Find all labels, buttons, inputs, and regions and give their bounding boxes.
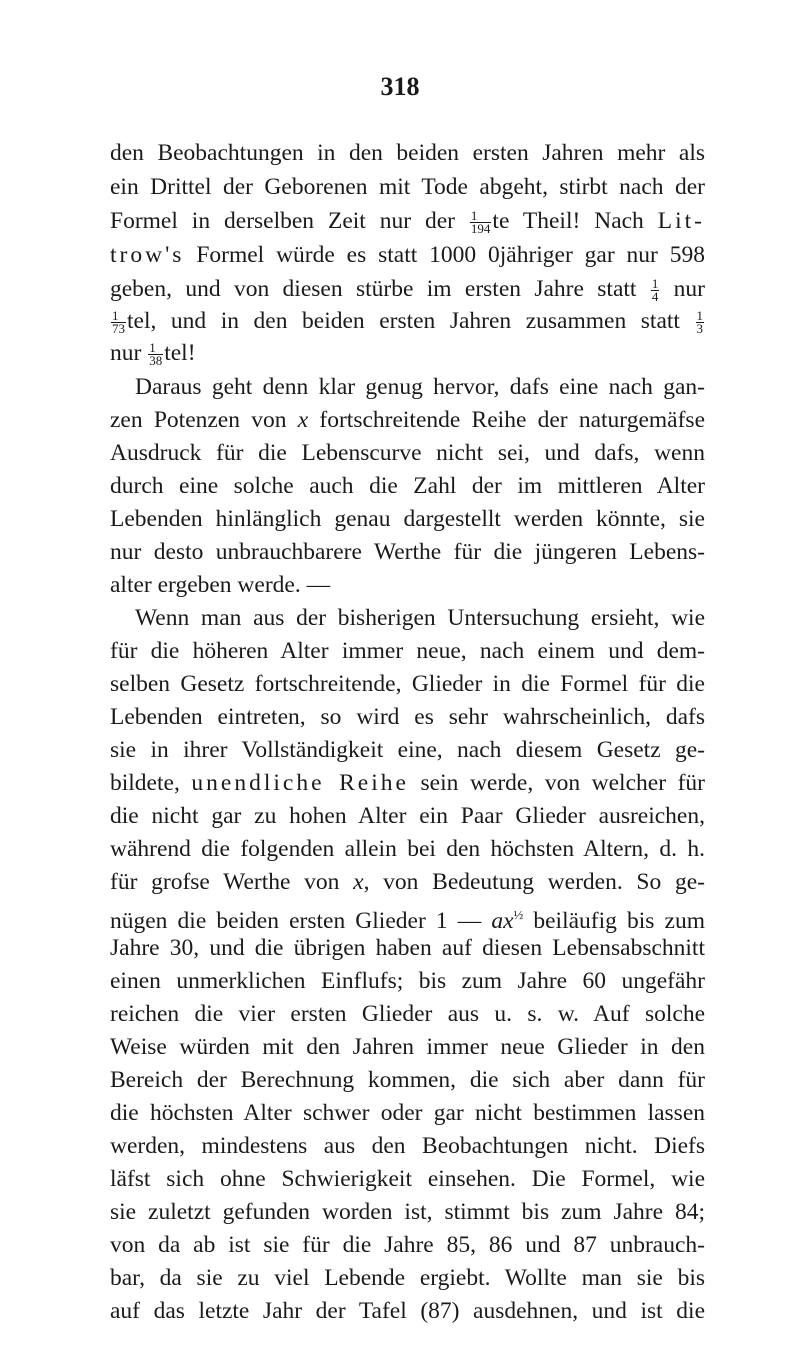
- text-segment: , von Bedeutung werden. So ge-: [363, 869, 705, 895]
- fraction-denominator: 194: [470, 221, 491, 237]
- text-line: [110, 240, 705, 270]
- fraction: [696, 310, 705, 335]
- text-line: [110, 867, 705, 897]
- text-segment: Wenn man aus der bisherigen Untersuchung ersieht, wie: [135, 605, 705, 631]
- text-segment: sie zuletzt gefunden worden ist, stimmt bis zum Jahre 84;: [110, 1199, 705, 1225]
- fraction: [111, 310, 126, 335]
- text-line: [110, 933, 705, 963]
- fraction-numerator: 1: [470, 210, 492, 223]
- exponent: ½: [513, 907, 524, 922]
- text-segment: sie in ihrer Vollständigkeit eine, nach diesem Gesetz ge-: [110, 737, 705, 763]
- text-line: [110, 1098, 705, 1128]
- text-segment: auf das letzte Jahr der Tafel (87) ausdehnen, und ist die: [110, 1298, 705, 1324]
- fraction-denominator: 73: [112, 321, 125, 337]
- fraction-numerator: 1: [696, 308, 703, 324]
- text-segment: während die folgenden allein bei den höchsten Altern, d. h.: [110, 836, 705, 862]
- text-segment: für grofse Werthe von: [110, 869, 354, 895]
- text-segment: tel, und in den beiden ersten Jahren zusammen statt: [127, 308, 695, 334]
- text-segment: geben, und von diesen stürbe im ersten Jahre statt: [110, 276, 650, 302]
- text-line: [110, 702, 705, 732]
- text-line: [110, 1263, 705, 1293]
- spaced-text: Lit-: [657, 208, 705, 234]
- text-line: [110, 504, 705, 534]
- text-line: [110, 768, 705, 798]
- text-segment: Jahre 30, und die übrigen haben auf diesen Lebensabschnitt: [110, 935, 705, 961]
- text-segment: Lebenden hinlänglich genau dargestellt werden könnte, sie: [110, 506, 705, 532]
- text-segment: Bereich der Berechnung kommen, die sich aber dann für: [110, 1067, 705, 1093]
- fraction-denominator: 4: [651, 289, 659, 305]
- text-line: [110, 1131, 705, 1161]
- text-line: [110, 570, 705, 600]
- text-line: [110, 1230, 705, 1260]
- fraction-denominator: 3: [696, 321, 703, 337]
- text-segment: Formel in derselben Zeit nur der: [110, 208, 469, 234]
- math-variable: x: [297, 407, 309, 433]
- fraction: [148, 342, 163, 367]
- text-segment: nur desto unbrauchbarere Werthe für die jüngeren Lebens-: [110, 539, 705, 565]
- fraction: [651, 278, 660, 303]
- text-segment: bar, da sie zu viel Lebende ergiebt. Wollte man sie bis: [110, 1265, 705, 1291]
- text-line: [110, 735, 705, 765]
- fraction: [470, 210, 492, 235]
- text-line: [110, 834, 705, 864]
- text-segment: te Theil! Nach: [492, 208, 658, 234]
- text-segment: sein werde, von welcher für: [408, 770, 706, 796]
- text-line: [110, 669, 705, 699]
- text-line: [110, 1164, 705, 1194]
- text-segment: einen unmerklichen Einflufs; bis zum Jahre 60 ungefähr: [110, 968, 705, 994]
- fraction-numerator: 1: [111, 310, 126, 323]
- text-segment: nur: [660, 276, 705, 302]
- text-line: [110, 1296, 705, 1326]
- text-line: [110, 172, 705, 202]
- text-segment: fortschreitende Reihe der naturgemäfse: [308, 407, 705, 433]
- text-line: [110, 471, 705, 501]
- page-number: 318: [380, 72, 420, 101]
- text-segment: nügen die beiden ersten Glieder 1 —: [110, 907, 492, 934]
- text-segment: von da ab ist sie für die Jahre 85, 86 und 87 unbrauch-: [110, 1232, 705, 1258]
- text-segment: reichen die vier ersten Glieder aus u. s. w. Auf solche: [110, 1001, 705, 1027]
- text-segment: durch eine solche auch die Zahl der im mittleren Alter: [110, 473, 705, 499]
- math-variable: x: [353, 869, 364, 895]
- text-line: [110, 1032, 705, 1062]
- text-segment: die höchsten Alter schwer oder gar nicht bestimmen lassen: [110, 1100, 705, 1126]
- text-line: [110, 138, 705, 168]
- text-segment: Weise würden mit den Jahren immer neue Glieder in den: [110, 1034, 705, 1060]
- text-segment: alter ergeben werde. —: [110, 572, 331, 598]
- text-segment: selben Gesetz fortschreitende, Glieder in die Formel für die: [110, 671, 705, 697]
- text-line: [110, 1065, 705, 1095]
- text-line: [110, 1197, 705, 1227]
- text-segment: nur: [110, 340, 148, 366]
- spaced-text: trow's: [110, 242, 185, 268]
- text-segment: Formel würde es statt 1000 0jähriger gar nur 598: [184, 242, 705, 268]
- text-segment: zen Potenzen von: [110, 407, 298, 433]
- text-line: [135, 372, 705, 402]
- text-line: [110, 966, 705, 996]
- text-segment: die nicht gar zu hohen Alter ein Paar Glieder ausreichen,: [110, 803, 705, 829]
- math-expression: ax: [491, 907, 514, 934]
- text-line: [110, 900, 705, 936]
- text-segment: Daraus geht denn klar genug hervor, dafs eine nach gan-: [135, 374, 705, 400]
- text-line: [110, 537, 705, 567]
- text-line: [110, 206, 705, 236]
- text-segment: ein Drittel der Geborenen mit Tode abgeht, stirbt nach der: [110, 174, 705, 200]
- text-line: [110, 636, 705, 666]
- text-segment: Lebenden eintreten, so wird es sehr wahrscheinlich, dafs: [110, 704, 705, 730]
- text-line: [110, 274, 705, 304]
- text-segment: läfst sich ohne Schwierigkeit einsehen. Die Formel, wie: [110, 1166, 705, 1192]
- text-segment: den Beobachtungen in den beiden ersten Jahren mehr als: [110, 140, 705, 166]
- text-line: [110, 801, 705, 831]
- spaced-text: unendliche Reihe: [191, 770, 409, 796]
- text-segment: werden, mindestens aus den Beobachtungen nicht. Diefs: [110, 1133, 705, 1159]
- text-segment: Ausdruck für die Lebenscurve nicht sei, und dafs, wenn: [110, 440, 705, 466]
- text-line: [110, 405, 705, 435]
- fraction-denominator: 38: [149, 353, 163, 369]
- text-line: [110, 438, 705, 468]
- text-line: [135, 603, 705, 633]
- text-line: [110, 306, 705, 336]
- text-segment: beiläufig bis zum: [523, 907, 705, 934]
- text-segment: bildete,: [110, 770, 192, 796]
- fraction-numerator: 1: [651, 276, 659, 292]
- text-line: [110, 338, 705, 368]
- text-segment: tel!: [164, 340, 196, 366]
- text-segment: für die höheren Alter immer neue, nach einem und dem-: [110, 638, 705, 664]
- text-line: [110, 999, 705, 1029]
- fraction-numerator: 1: [148, 342, 163, 355]
